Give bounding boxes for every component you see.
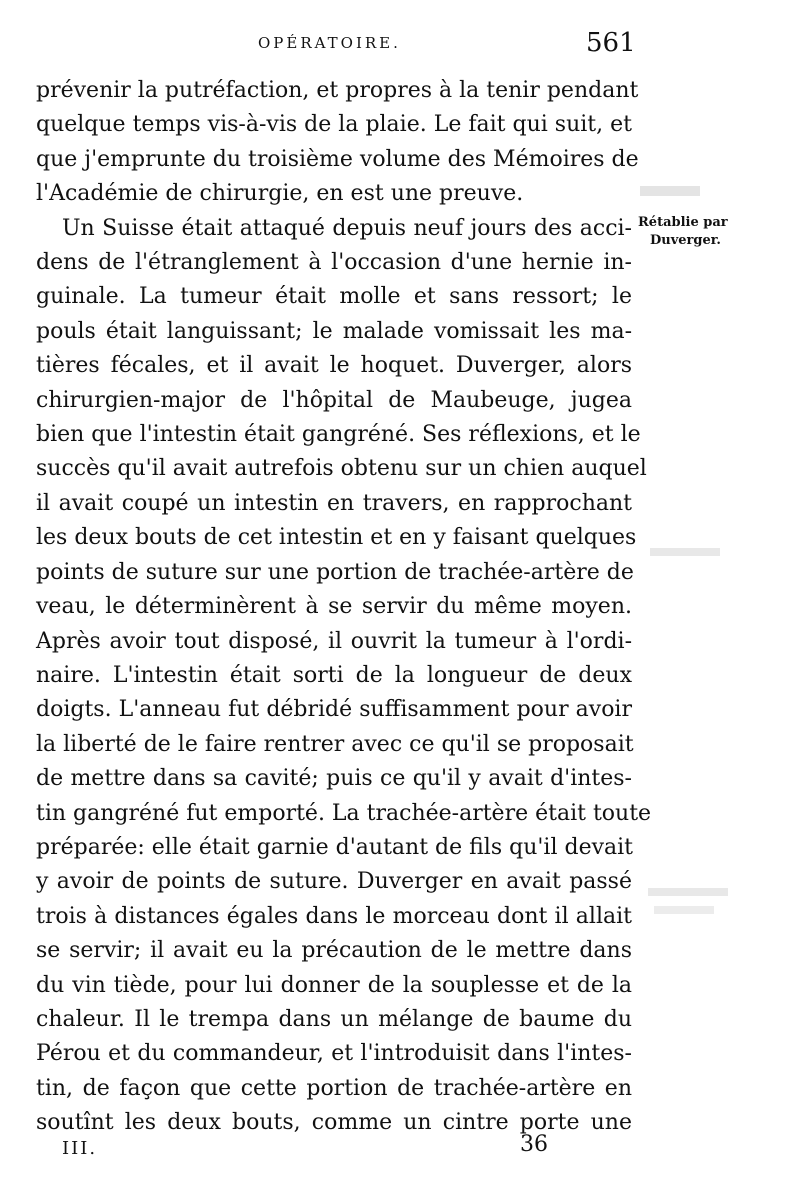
text-line: quelque temps vis-à-vis de la plaie. Le fait qui suit, et xyxy=(36,112,632,138)
margin-note-line: Duverger. xyxy=(650,233,721,248)
text-line: les deux bouts de cet intestin et en y faisant quelques xyxy=(36,525,637,551)
text-line: y avoir de points de suture. Duverger en avait passé xyxy=(36,869,632,895)
running-head: OPÉRATOIRE. xyxy=(258,34,401,52)
text-line: la liberté de le faire rentrer avec ce qu'il se proposait xyxy=(36,731,634,757)
text-line: bien que l'intestin était gangréné. Ses réflexions, et le xyxy=(36,422,641,448)
text-line: il avait coupé un intestin en travers, en rapprochant xyxy=(36,490,632,516)
text-line: préparée: elle était garnie d'autant de fils qu'il devait xyxy=(36,834,634,860)
text-line: pouls était languissant; le malade vomissait les ma- xyxy=(36,318,632,344)
text-line: doigts. L'anneau fut débridé suffisamment pour avoir xyxy=(36,697,632,723)
text-line: chirurgien-major de l'hôpital de Maubeuge, jugea xyxy=(36,387,632,413)
text-line: soutînt les deux bouts, comme un cintre porte une xyxy=(36,1110,632,1136)
text-line: trois à distances égales dans le morceau dont il allait xyxy=(36,903,632,929)
show-through-mark xyxy=(650,548,720,556)
text-line: prévenir la putréfaction, et propres à la tenir pendant xyxy=(36,78,639,103)
text-line: se servir; il avait eu la précaution de le mettre dans xyxy=(36,938,632,964)
text-line: de mettre dans sa cavité; puis ce qu'il y avait d'intes- xyxy=(36,766,632,792)
text-line: succès qu'il avait autrefois obtenu sur un chien auquel xyxy=(36,456,647,482)
show-through-mark xyxy=(648,888,728,896)
show-through-mark xyxy=(640,186,700,196)
text-line: du vin tiède, pour lui donner de la souplesse et de la xyxy=(36,972,632,998)
text-line: Un Suisse était attaqué depuis neuf jours des acci- xyxy=(62,215,632,241)
text-line: naire. L'intestin était sorti de la longueur de deux xyxy=(36,662,632,688)
folio-number: 36 xyxy=(520,1132,548,1157)
margin-note xyxy=(638,214,728,250)
margin-note-line: Rétablie par xyxy=(638,215,728,230)
text-line: tin, de façon que cette portion de trachée-artère en xyxy=(36,1075,632,1101)
body-text xyxy=(36,74,652,1141)
signature-mark: III. xyxy=(62,1138,98,1159)
page-number: 561 xyxy=(586,28,636,58)
text-line: tin gangréné fut emporté. La trachée-artère était toute xyxy=(36,800,652,826)
text-line: que j'emprunte du troisième volume des Mémoires de xyxy=(36,146,639,172)
text-line: tières fécales, et il avait le hoquet. Duverger, alors xyxy=(36,353,632,379)
text-line: Pérou et du commandeur, et l'introduisit dans l'intes- xyxy=(36,1041,632,1067)
text-line: Après avoir tout disposé, il ouvrit la tumeur à l'ordi- xyxy=(36,628,632,654)
text-line: dens de l'étranglement à l'occasion d'une hernie in- xyxy=(36,250,632,276)
text-line: guinale. La tumeur était molle et sans ressort; le xyxy=(36,284,632,310)
text-line: l'Académie de chirurgie, en est une preuve. xyxy=(36,181,524,207)
text-line: chaleur. Il le trempa dans un mélange de baume du xyxy=(36,1006,632,1032)
text-line: points de suture sur une portion de trachée-artère de xyxy=(36,559,634,585)
text-line: veau, le déterminèrent à se servir du même moyen. xyxy=(36,594,632,620)
show-through-mark xyxy=(654,906,714,914)
